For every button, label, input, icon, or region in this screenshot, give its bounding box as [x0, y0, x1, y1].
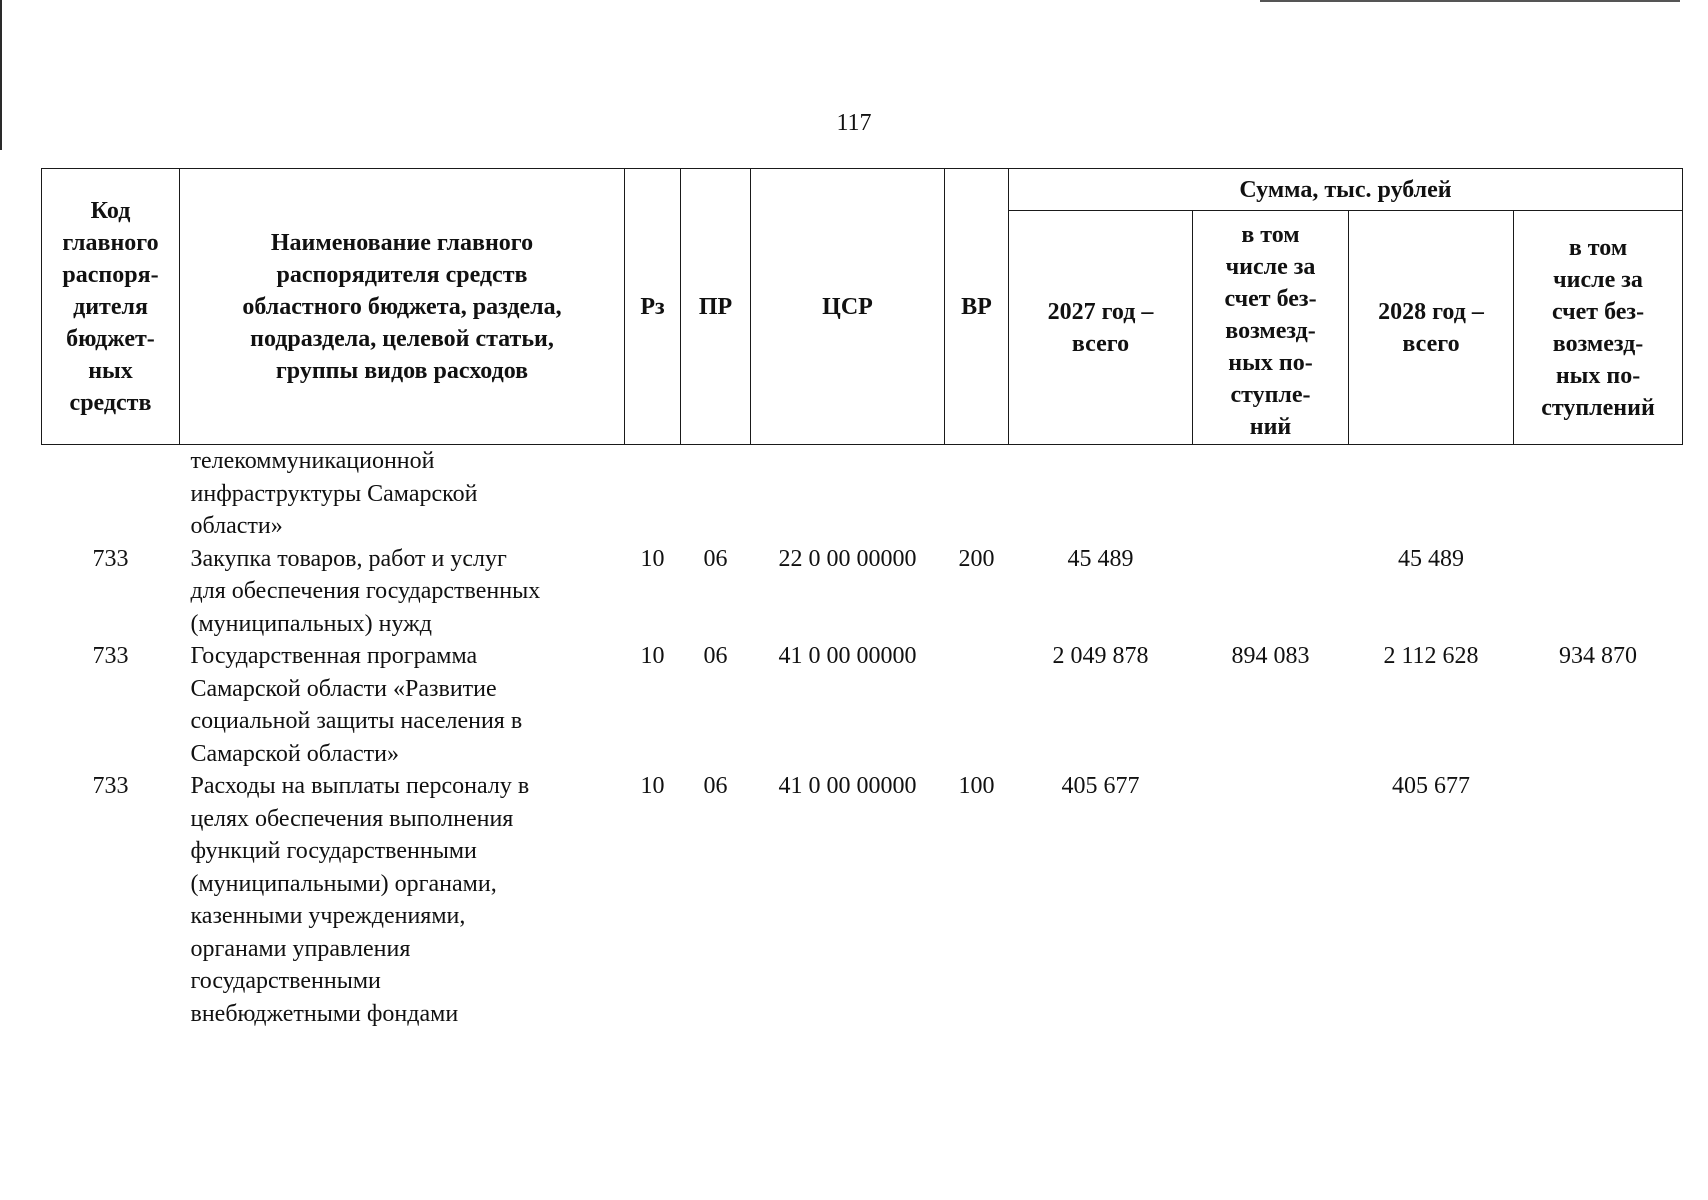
page-number: 117 [836, 110, 872, 136]
table-row [42, 445, 1683, 543]
table-row [42, 770, 1683, 1030]
header-2027-gratis: в том числе за счет без- возмезд- ных по- ступле- ний [1193, 211, 1349, 445]
cell-gratis-2028 [1514, 770, 1683, 1030]
cell-name: Государственная программа Самарской области «Развитие социальной защиты населения в Самарской области» [190, 643, 523, 767]
header-pr: ПР [681, 169, 751, 445]
cell-csr: 41 0 00 00000 [778, 643, 917, 669]
header-vr: ВР [945, 169, 1009, 445]
cell-vr: 100 [958, 773, 995, 799]
table-row [42, 640, 1683, 770]
cell-gratis-2027 [1193, 770, 1349, 1030]
cell-gratis-2027 [1193, 445, 1349, 543]
cell-gratis-2028 [1514, 445, 1683, 543]
header-2027-total: 2027 год – всего [1009, 211, 1193, 445]
cell-total-2028: 405 677 [1392, 773, 1470, 799]
cell-vr [945, 445, 1009, 543]
cell-csr: 22 0 00 00000 [778, 545, 917, 572]
header-name: Наименование главного распорядителя средств областного бюджета, раздела, подраздела, целевой статьи, группы видов расходов [180, 169, 625, 445]
table-row [42, 543, 1683, 641]
cell-total-2028: 2 112 628 [1383, 643, 1479, 669]
cell-pr [681, 445, 751, 543]
budget-table [41, 168, 1683, 1030]
header-rz: Рз [625, 169, 681, 445]
cell-vr: 200 [958, 545, 995, 572]
header-2028-total: 2028 год – всего [1349, 211, 1514, 445]
header-2028-gratis: в том числе за счет без- возмезд- ных по- ступлений [1514, 211, 1683, 445]
cell-gratis-2027 [1193, 543, 1349, 641]
cell-name: телекоммуникационной инфраструктуры Самарской области» [190, 448, 478, 539]
cell-total-2027 [1009, 445, 1193, 543]
cell-gratis-2028: 934 870 [1559, 643, 1637, 669]
header-sum-group: Сумма, тыс. рублей [1009, 169, 1683, 211]
cell-pr: 06 [703, 545, 728, 572]
cell-rz: 10 [640, 545, 665, 572]
cell-code [42, 445, 180, 543]
cell-code: 733 [92, 545, 129, 572]
cell-rz: 10 [640, 773, 665, 799]
cell-total-2027: 2 049 878 [1052, 643, 1149, 669]
cell-rz [625, 445, 681, 543]
cell-pr: 06 [703, 773, 728, 799]
cell-gratis-2027: 894 083 [1231, 643, 1310, 669]
header-csr: ЦСР [751, 169, 945, 445]
cell-code: 733 [92, 643, 129, 669]
cell-code: 733 [92, 773, 129, 799]
scan-edge-top [1260, 0, 1680, 2]
cell-name: Закупка товаров, работ и услуг для обеспечения государственных (муниципальных) нужд [190, 545, 541, 637]
cell-name: Расходы на выплаты персоналу в целях обеспечения выполнения функций государственными (муниципальными) органами, казенными учреждениями, органами управления государственными внебюджетными фондами [190, 773, 530, 1027]
cell-csr [751, 445, 945, 543]
cell-pr: 06 [703, 643, 728, 669]
cell-total-2028 [1349, 445, 1514, 543]
cell-vr [945, 640, 1009, 770]
cell-total-2028: 45 489 [1398, 545, 1464, 572]
cell-rz: 10 [640, 643, 665, 669]
cell-gratis-2028 [1514, 543, 1683, 641]
header-code: Код главного распоря- дителя бюджет- ных средств [42, 169, 180, 445]
cell-total-2027: 45 489 [1067, 545, 1134, 572]
cell-csr: 41 0 00 00000 [778, 773, 917, 799]
cell-total-2027: 405 677 [1061, 773, 1140, 799]
